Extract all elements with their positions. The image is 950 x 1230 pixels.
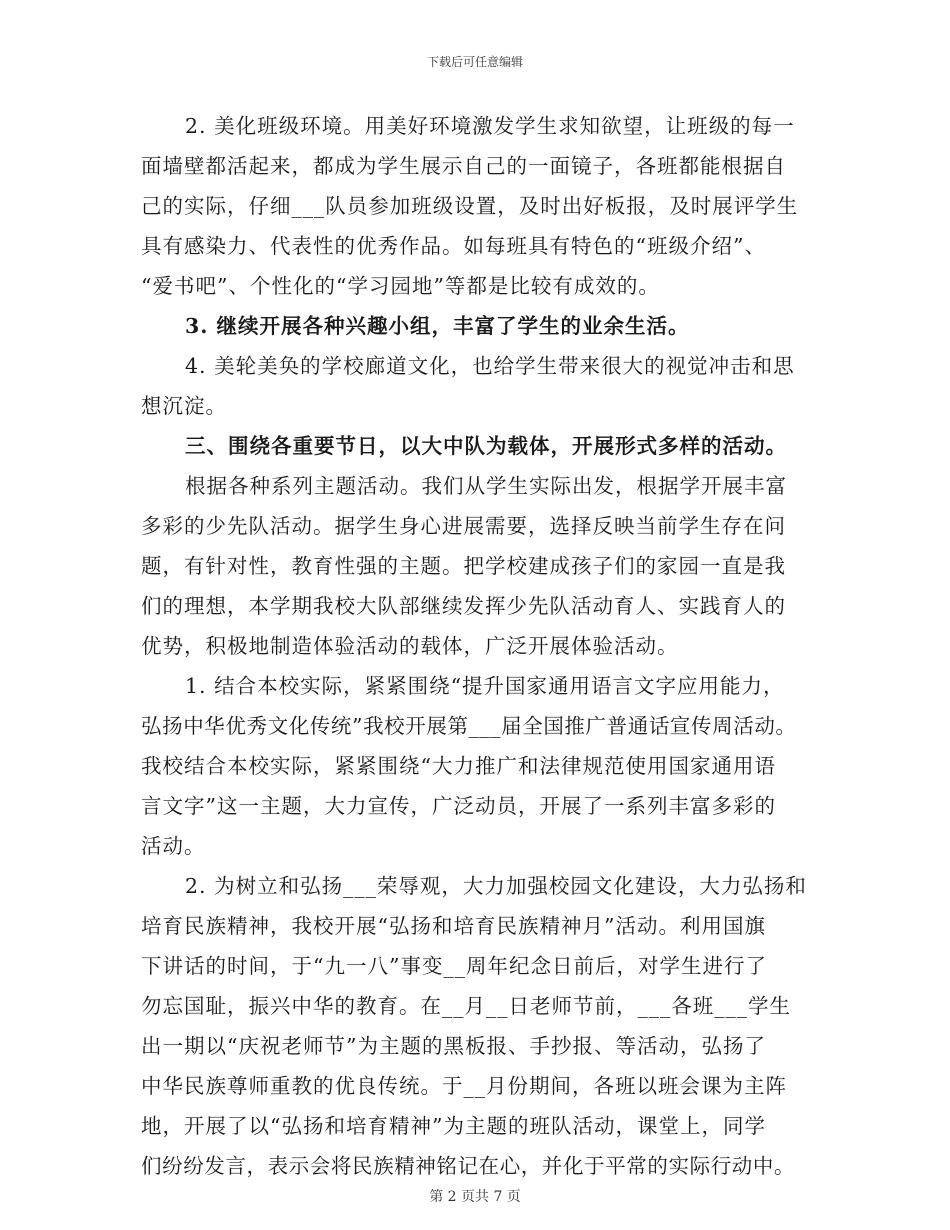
text-line: 多彩的少先队活动。据学生身心进展需要，选择反映当前学生存在问 bbox=[141, 514, 786, 538]
text-line: 勿忘国耻，振兴中华的教育。在__月__日老师节前，___各班___学生 bbox=[141, 994, 791, 1018]
text-line: 2. 为树立和弘扬___荣辱观，大力加强校园文化建设，大力弘扬和 bbox=[185, 874, 807, 898]
text-line: 我校结合本校实际，紧紧围绕“大力推广和法律规范使用国家通用语 bbox=[141, 754, 776, 778]
text-line: 具有感染力、代表性的优秀作品。如每班具有特色的“班级介绍”、 bbox=[141, 234, 766, 258]
text-line: 中华民族尊师重教的优良传统。于__月份期间，各班以班会课为主阵 bbox=[141, 1074, 787, 1098]
text-line: 面墙壁都活起来，都成为学生展示自己的一面镜子，各班都能根据自 bbox=[141, 154, 786, 178]
text-line: 出一期以“庆祝老师节”为主题的黑板报、手抄报、等活动，弘扬了 bbox=[141, 1034, 766, 1058]
text-line: 下讲话的时间，于“九一八”事变__周年纪念日前后，对学生进行了 bbox=[141, 954, 767, 978]
text-line: 2. 美化班级环境。用美好环境激发学生求知欲望，让班级的每一 bbox=[185, 114, 795, 138]
text-line: 4. 美轮美奂的学校廊道文化，也给学生带来很大的视觉冲击和思 bbox=[185, 354, 795, 378]
page-footer: 第 2 页共 7 页 bbox=[429, 1189, 521, 1205]
text-line: 1. 结合本校实际，紧紧围绕“提升国家通用语言文字应用能力， bbox=[185, 674, 785, 698]
text-line: 地，开展了以“弘扬和培育精神”为主题的班队活动，课堂上，同学 bbox=[141, 1114, 766, 1138]
text-line: 言文字”这一主题，大力宣传，广泛动员，开展了一系列丰富多彩的 bbox=[141, 794, 776, 818]
text-line: 题，有针对性，教育性强的主题。把学校建成孩子们的家园一直是我 bbox=[141, 554, 786, 578]
text-line: 己的实际，仔细___队员参加班级设置，及时出好板报，及时展评学生 bbox=[141, 194, 799, 218]
text-line: 想沉淀。 bbox=[141, 394, 227, 418]
section-heading: 三、围绕各重要节日，以大中队为载体，开展形式多样的活动。 bbox=[185, 434, 787, 458]
text-line: 培育民族精神，我校开展“弘扬和培育民族精神月”活动。利用国旗 bbox=[141, 914, 766, 938]
text-line: 们纷纷发言，表示会将民族精神铭记在心，并化于平常的实际行动中。 bbox=[141, 1154, 796, 1178]
document-body bbox=[141, 106, 817, 1186]
text-line: 根据各种系列主题活动。我们从学生实际出发，根据学开展丰富 bbox=[185, 474, 787, 498]
text-line: 优势，积极地制造体验活动的载体，广泛开展体验活动。 bbox=[141, 634, 679, 658]
text-line: 们的理想，本学期我校大队部继续发挥少先队活动育人、实践育人的 bbox=[141, 594, 786, 618]
text-line: 弘扬中华优秀文化传统”我校开展第___届全国推广普通话宣传周活动。 bbox=[141, 714, 797, 738]
section-heading: 3. 继续开展各种兴趣小组，丰富了学生的业余生活。 bbox=[185, 314, 690, 338]
page-header: 下载后可任意编辑 bbox=[426, 55, 523, 69]
text-line: “爱书吧”、个性化的“学习园地”等都是比较有成效的。 bbox=[141, 274, 660, 298]
text-line: 活动。 bbox=[141, 834, 206, 858]
